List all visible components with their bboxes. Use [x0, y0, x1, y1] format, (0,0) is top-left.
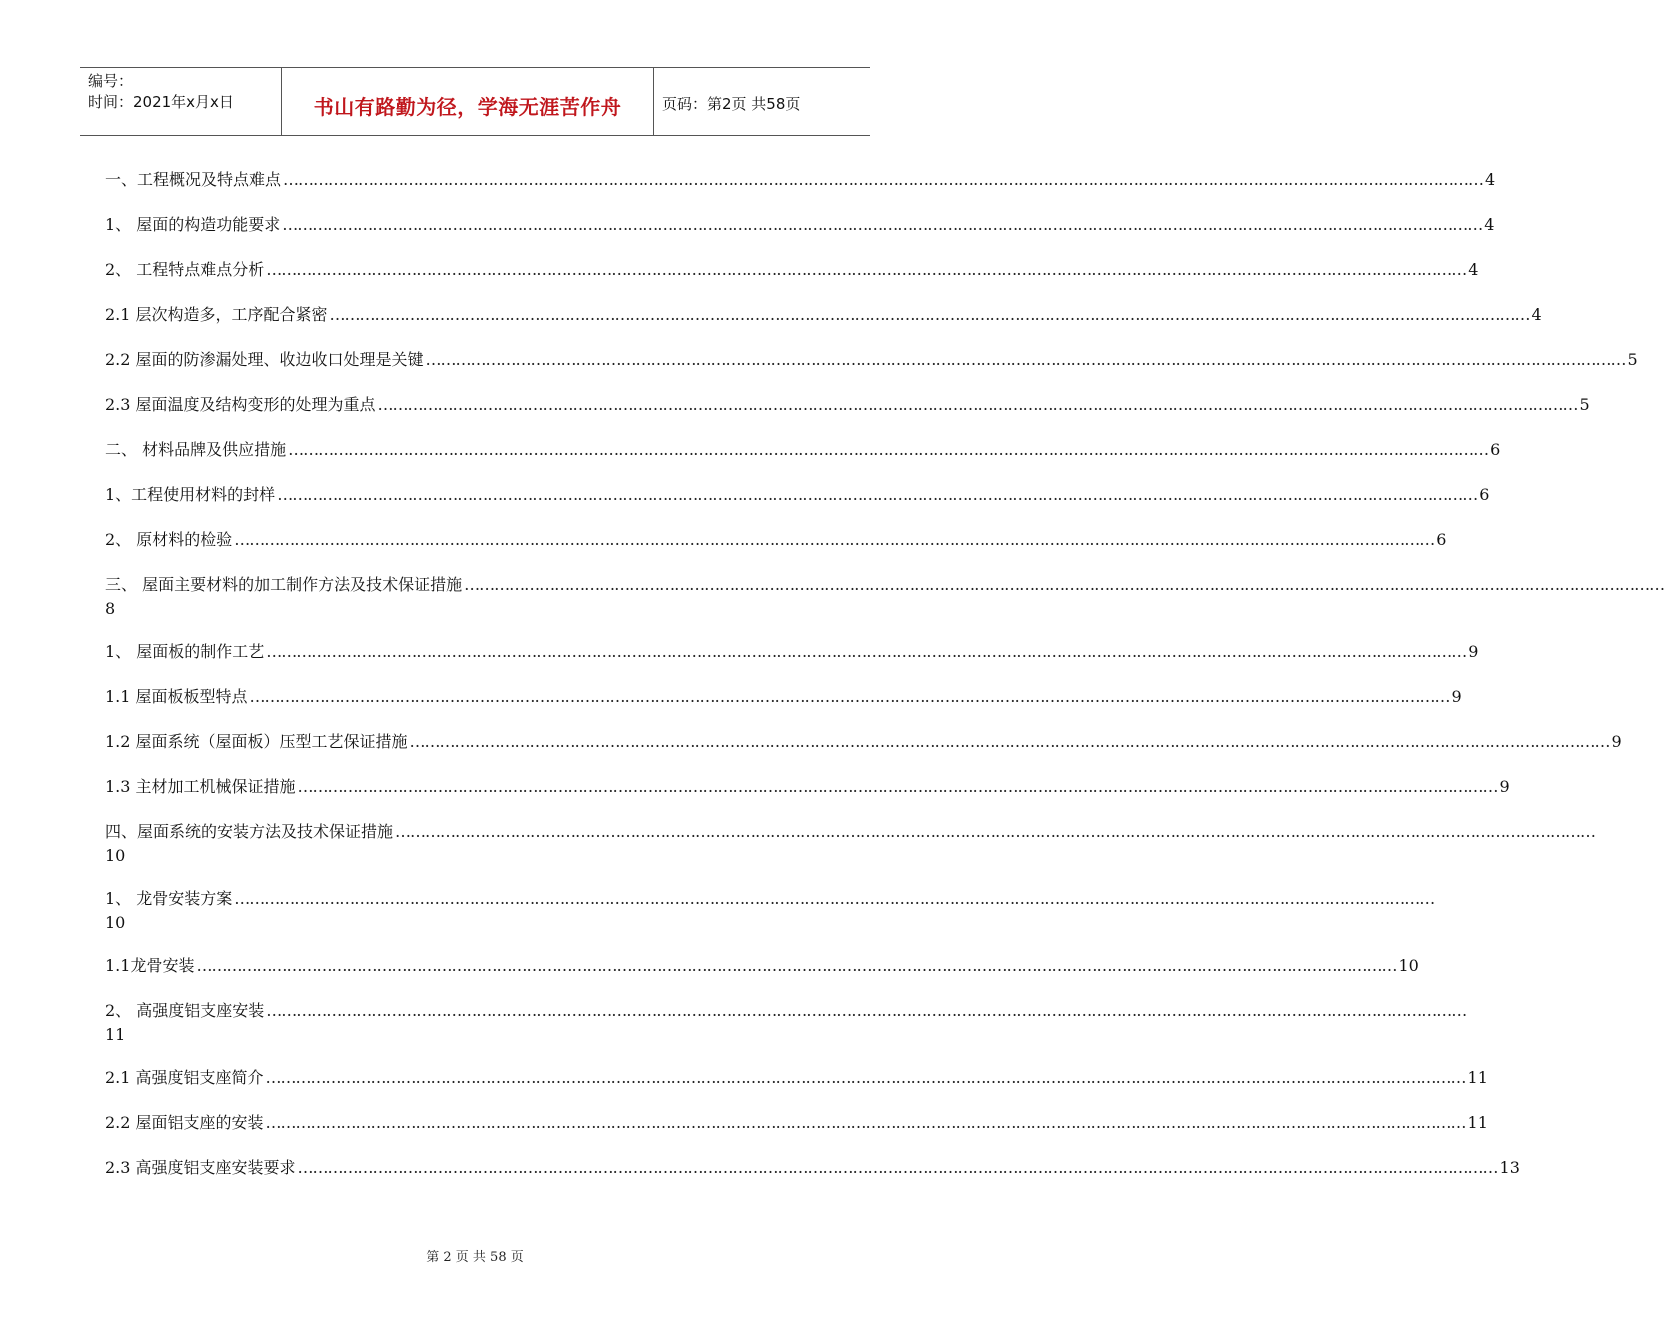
- header-page-cell: [654, 68, 870, 135]
- toc-dot-leader: ……………………………………………………………………………………………………………………………………………………………………………………………………………………: [265, 1068, 1466, 1087]
- document-header: [80, 67, 870, 136]
- toc-entry-title: 一、工程概况及特点难点: [105, 170, 282, 189]
- toc-dot-leader: ……………………………………………………………………………………………………………………………………………………………………………………………………………………: [277, 485, 1478, 504]
- toc-entry[interactable]: [105, 573, 1664, 621]
- toc-entry[interactable]: [105, 820, 1596, 868]
- toc-dot-leader: ……………………………………………………………………………………………………………………………………………………………………………………………………………………: [425, 350, 1626, 369]
- toc-entry-title: 2.2 屋面的防渗漏处理、收边收口处理是关键: [105, 350, 424, 369]
- toc-entry[interactable]: [105, 640, 1479, 666]
- toc-entry[interactable]: [105, 303, 1542, 329]
- toc-entry-page: 5: [1579, 395, 1590, 414]
- toc-entry-title: 三、 屋面主要材料的加工制作方法及技术保证措施: [105, 575, 463, 594]
- toc-entry-page: 10: [105, 913, 126, 932]
- toc-entry[interactable]: [105, 1156, 1520, 1182]
- toc-entry-title: 四、屋面系统的安装方法及技术保证措施: [105, 822, 394, 841]
- toc-entry-page: 4: [1531, 305, 1542, 324]
- toc-entry-title: 2、 工程特点难点分析: [105, 260, 265, 279]
- toc-dot-leader: ……………………………………………………………………………………………………………………………………………………………………………………………………………………: [266, 642, 1467, 661]
- toc-dot-leader: ……………………………………………………………………………………………………………………………………………………………………………………………………………………: [234, 530, 1435, 549]
- toc-entry-page: 4: [1484, 215, 1495, 234]
- toc-entry[interactable]: [105, 438, 1501, 464]
- toc-dot-leader: ……………………………………………………………………………………………………………………………………………………………………………………………………………………: [283, 170, 1484, 189]
- toc-entry-title: 2.2 屋面铝支座的安装: [105, 1113, 264, 1132]
- toc-entry[interactable]: [105, 1066, 1488, 1092]
- toc-entry-page: 5: [1627, 350, 1638, 369]
- toc-entry-page: 4: [1485, 170, 1496, 189]
- toc-entry-page: 9: [1499, 777, 1510, 796]
- toc-entry-page: 6: [1479, 485, 1490, 504]
- toc-entry-title: 1.3 主材加工机械保证措施: [105, 777, 296, 796]
- motto-text: 书山有路勤为径，学海无涯苦作舟: [313, 95, 622, 119]
- toc-entry[interactable]: [105, 999, 1467, 1047]
- toc-dot-leader: ……………………………………………………………………………………………………………………………………………………………………………………………………………………: [266, 260, 1467, 279]
- toc-entry-title: 2.1 层次构造多，工序配合紧密: [105, 305, 328, 324]
- toc-dot-leader: ……………………………………………………………………………………………………………………………………………………………………………………………………………………: [329, 305, 1530, 324]
- toc-entry[interactable]: [105, 213, 1495, 239]
- toc-dot-leader: ……………………………………………………………………………………………………………………………………………………………………………………………………………………: [297, 1158, 1498, 1177]
- toc-entry-title: 1.1 屋面板板型特点: [105, 687, 248, 706]
- toc-entry-title: 2.3 屋面温度及结构变形的处理为重点: [105, 395, 376, 414]
- toc-entry-page: 10: [1398, 956, 1419, 975]
- toc-entry-page: 6: [1490, 440, 1501, 459]
- toc-entry-title: 1、 屋面的构造功能要求: [105, 215, 281, 234]
- toc-entry-title: 2.1 高强度铝支座简介: [105, 1068, 264, 1087]
- toc-entry-page: 10: [105, 846, 126, 865]
- toc-entry-title: 1、工程使用材料的封样: [105, 485, 276, 504]
- toc-entry-page: 9: [1611, 732, 1622, 751]
- toc-dot-leader: ……………………………………………………………………………………………………………………………………………………………………………………………………………………: [266, 1001, 1467, 1020]
- toc-entry-page: 9: [1468, 642, 1479, 661]
- toc-entry-title: 1.2 屋面系统（屋面板）压型工艺保证措施: [105, 732, 408, 751]
- toc-dot-leader: ……………………………………………………………………………………………………………………………………………………………………………………………………………………: [288, 440, 1489, 459]
- toc-entry[interactable]: [105, 258, 1479, 284]
- header-meta-cell: [80, 68, 282, 135]
- toc-entry-title: 1.1龙骨安装: [105, 956, 195, 975]
- toc-dot-leader: ……………………………………………………………………………………………………………………………………………………………………………………………………………………: [395, 822, 1596, 841]
- toc-entry-page: 13: [1499, 1158, 1520, 1177]
- toc-entry-page: 4: [1468, 260, 1479, 279]
- toc-entry[interactable]: [105, 685, 1462, 711]
- toc-dot-leader: ……………………………………………………………………………………………………………………………………………………………………………………………………………………: [196, 956, 1397, 975]
- toc-entry[interactable]: [105, 954, 1419, 980]
- toc-entry[interactable]: [105, 730, 1622, 756]
- toc-entry-page: 11: [1467, 1068, 1488, 1087]
- toc-entry-title: 2.3 高强度铝支座安装要求: [105, 1158, 296, 1177]
- toc-dot-leader: ……………………………………………………………………………………………………………………………………………………………………………………………………………………: [234, 889, 1435, 908]
- toc-dot-leader: ……………………………………………………………………………………………………………………………………………………………………………………………………………………: [249, 687, 1450, 706]
- toc-dot-leader: ……………………………………………………………………………………………………………………………………………………………………………………………………………………: [282, 215, 1483, 234]
- toc-entry[interactable]: [105, 528, 1447, 554]
- toc-entry[interactable]: [105, 775, 1510, 801]
- header-motto-cell: [282, 68, 654, 135]
- toc-dot-leader: ……………………………………………………………………………………………………………………………………………………………………………………………………………………: [409, 732, 1610, 751]
- toc-entry[interactable]: [105, 887, 1435, 935]
- toc-dot-leader: ……………………………………………………………………………………………………………………………………………………………………………………………………………………: [265, 1113, 1466, 1132]
- toc-entry-title: 1、 龙骨安装方案: [105, 889, 233, 908]
- toc-entry-page: 6: [1436, 530, 1447, 549]
- toc-entry[interactable]: [105, 348, 1638, 374]
- toc-entry[interactable]: [105, 168, 1496, 194]
- toc-entry[interactable]: [105, 483, 1490, 509]
- toc-entry-page: 11: [1467, 1113, 1488, 1132]
- toc-entry[interactable]: [105, 1111, 1488, 1137]
- toc-dot-leader: ……………………………………………………………………………………………………………………………………………………………………………………………………………………: [464, 575, 1664, 594]
- toc-entry-title: 2、 高强度铝支座安装: [105, 1001, 265, 1020]
- toc-entry-page: 11: [105, 1025, 126, 1044]
- date-label: 时间：2021年x月x日: [88, 93, 234, 111]
- toc-entry-title: 2、 原材料的检验: [105, 530, 233, 549]
- toc-entry-page: 9: [1451, 687, 1462, 706]
- toc-dot-leader: ……………………………………………………………………………………………………………………………………………………………………………………………………………………: [297, 777, 1498, 796]
- serial-label: 编号：: [88, 72, 134, 90]
- toc-entry[interactable]: [105, 393, 1590, 419]
- page-footer: 第 2 页 共 58 页: [426, 1250, 524, 1265]
- toc-entry-title: 1、 屋面板的制作工艺: [105, 642, 265, 661]
- toc-entry-page: 8: [105, 599, 116, 618]
- toc-entry-title: 二、 材料品牌及供应措施: [105, 440, 287, 459]
- toc-dot-leader: ……………………………………………………………………………………………………………………………………………………………………………………………………………………: [377, 395, 1578, 414]
- page-code: 页码：第2页 共58页: [662, 95, 801, 113]
